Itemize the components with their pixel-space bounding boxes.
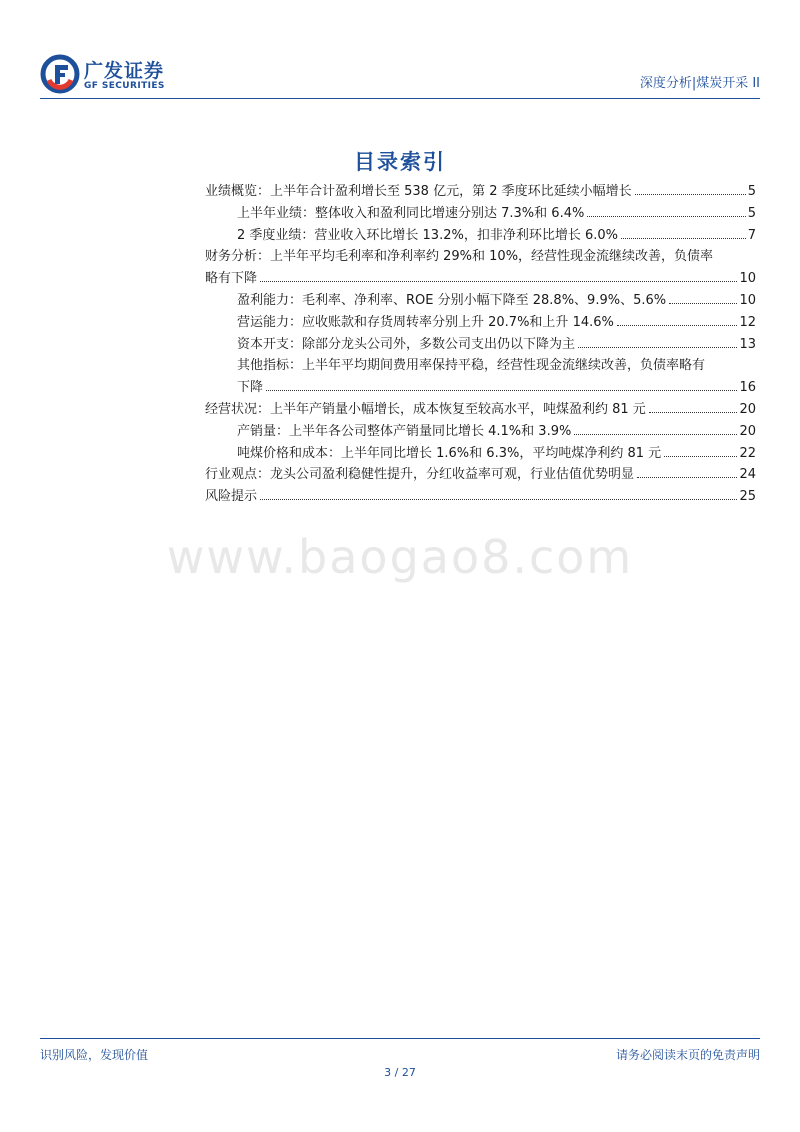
- toc-entry-page: 10: [739, 271, 756, 287]
- toc-entry-text: 营运能力：应收账款和存货周转率分别上升 20.7%和上升 14.6%: [237, 314, 614, 330]
- toc-entry[interactable]: [205, 443, 756, 465]
- report-category: 深度分析|煤炭开采 II: [639, 76, 760, 91]
- toc-entry-page: 5: [747, 205, 756, 221]
- toc-entry-text: 盈利能力：毛利率、净利率、ROE 分别小幅下降至 28.8%、9.9%、5.6%: [237, 292, 667, 308]
- toc-entry[interactable]: [205, 334, 756, 356]
- toc-entry-text: 资本开支：除部分龙头公司外，多数公司支出仍以下降为主: [237, 336, 576, 352]
- toc-entry-page: 5: [747, 184, 756, 199]
- toc-entry[interactable]: [205, 225, 756, 247]
- toc-title: 目录索引: [354, 150, 446, 174]
- logo-text-en: GF SECURITIES: [84, 81, 165, 91]
- toc-leader: [649, 412, 738, 413]
- toc-entry-text: 经营状况：上半年产销量小幅增长，成本恢复至较高水平，吨煤盈利约 81 元: [205, 401, 646, 417]
- toc-leader: [669, 303, 737, 304]
- toc-leader: [621, 238, 746, 239]
- footer-divider: [40, 1038, 760, 1039]
- toc-leader: [266, 390, 737, 391]
- toc-entry-page: 16: [739, 380, 756, 396]
- toc-entry[interactable]: [205, 290, 756, 312]
- toc-entry[interactable]: [205, 355, 756, 399]
- toc-entry-text-line2: 下降: [237, 380, 264, 396]
- toc-leader: [617, 325, 738, 326]
- toc-leader: [587, 216, 745, 217]
- toc-entry[interactable]: [205, 421, 756, 443]
- toc-entry-text: 上半年业绩：整体收入和盈利同比增速分别达 7.3%和 6.4%: [237, 205, 585, 221]
- toc-entry-page: 13: [739, 336, 756, 352]
- toc-entry[interactable]: [205, 312, 756, 334]
- toc-entry[interactable]: [205, 203, 756, 225]
- toc-entry-page: 20: [739, 423, 756, 439]
- toc-entry[interactable]: [205, 399, 756, 421]
- toc-entry[interactable]: [205, 181, 756, 203]
- toc-entry-page: 20: [739, 401, 756, 417]
- toc-entry-page: 24: [739, 467, 756, 483]
- header-divider: [40, 98, 760, 99]
- page-header: [40, 52, 760, 98]
- toc-entry[interactable]: [205, 246, 756, 290]
- toc-entry-text-line1: 财务分析：上半年平均毛利率和净利率约 29%和 10%，经营性现金流继续改善，负债率: [205, 249, 714, 265]
- logo-text-cn: 广发证券: [84, 60, 165, 82]
- toc-entry-text: 产销量：上半年各公司整体产销量同比增长 4.1%和 3.9%: [237, 423, 572, 439]
- toc-leader: [260, 281, 737, 282]
- toc-entry-text: 2 季度业绩：营业收入环比增长 13.2%，扣非净利环比增长 6.0%: [237, 227, 618, 243]
- toc-leader: [664, 456, 737, 457]
- toc-entry-page: 10: [739, 292, 756, 308]
- table-of-contents: [205, 181, 756, 508]
- toc-entry[interactable]: [205, 486, 756, 508]
- toc-entry-text: 行业观点：龙头公司盈利稳健性提升，分红收益率可观，行业估值优势明显: [205, 467, 635, 483]
- page-number: 3 / 27: [384, 1066, 416, 1079]
- toc-entry-text: 业绩概览：上半年合计盈利增长至 538 亿元，第 2 季度环比延续小幅增长: [205, 184, 632, 199]
- gf-logo-icon: [40, 54, 80, 94]
- company-logo: [40, 52, 260, 98]
- toc-entry-page: 25: [739, 489, 756, 505]
- toc-leader: [574, 434, 737, 435]
- toc-entry-page: 22: [739, 445, 756, 461]
- toc-leader: [637, 477, 737, 478]
- toc-leader: [260, 499, 737, 500]
- footer-slogan: 识别风险，发现价值: [40, 1048, 149, 1062]
- toc-entry-text-line2: 略有下降: [205, 271, 258, 287]
- watermark: www.baogao8.com: [166, 530, 634, 584]
- toc-leader: [578, 347, 737, 348]
- footer-disclaimer-note: 请务必阅读末页的免责声明: [615, 1048, 760, 1062]
- toc-leader: [635, 194, 746, 195]
- toc-entry-text: 风险提示: [205, 489, 258, 505]
- toc-entry-page: 12: [739, 314, 756, 330]
- toc-entry-text: 吨煤价格和成本：上半年同比增长 1.6%和 6.3%，平均吨煤净利约 81 元: [237, 445, 662, 461]
- toc-entry-text-line1: 其他指标：上半年平均期间费用率保持平稳，经营性现金流继续改善，负债率略有: [237, 358, 706, 374]
- toc-entry-page: 7: [747, 227, 756, 243]
- toc-entry[interactable]: [205, 464, 756, 486]
